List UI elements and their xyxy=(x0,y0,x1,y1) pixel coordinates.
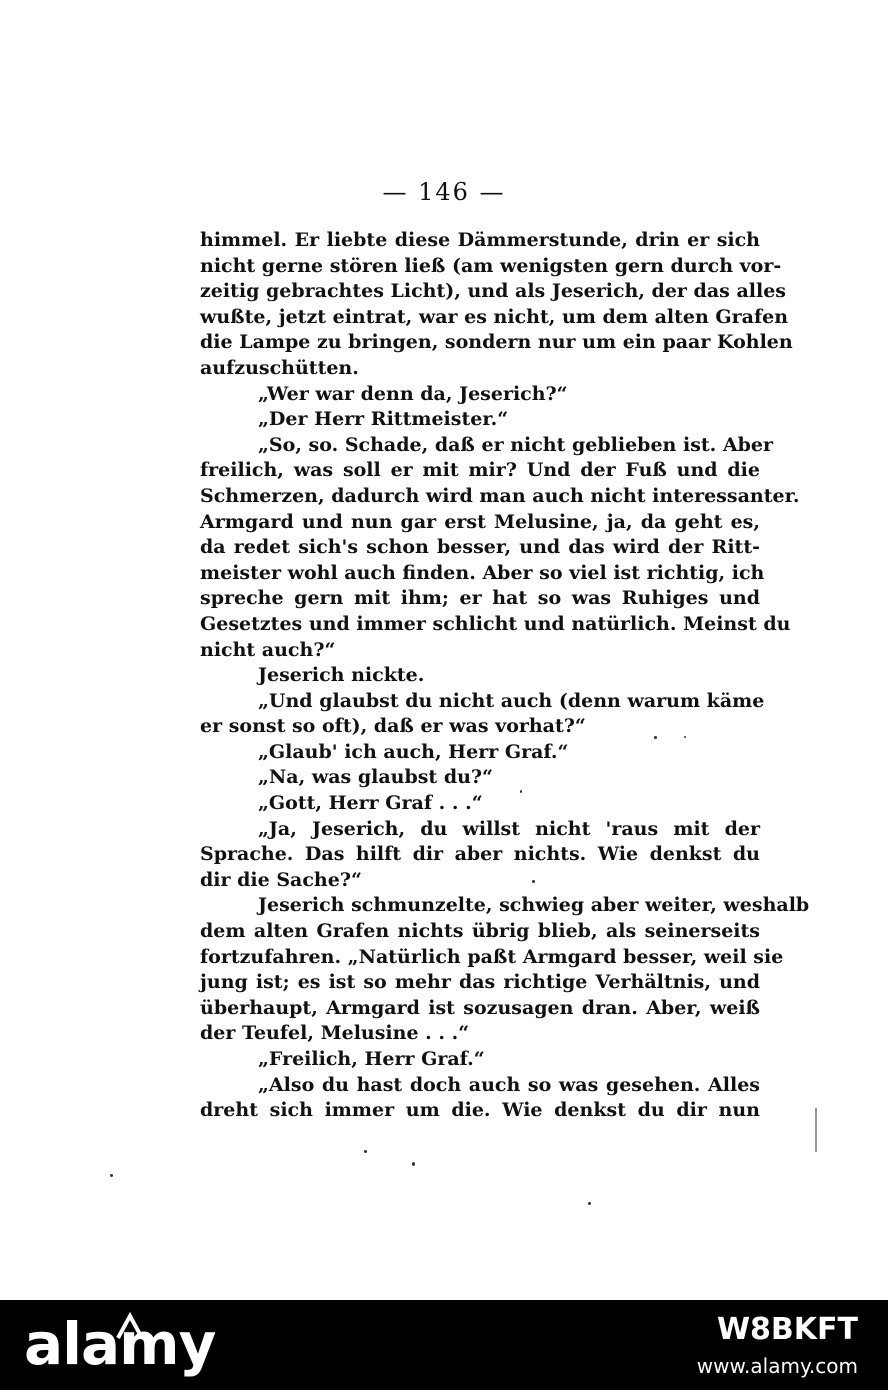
text-line: überhaupt, Armgard ist sozusagen dran. Aber, weiß xyxy=(200,996,760,1019)
text-line: fortzufahren. „Natürlich paßt Armgard besser, weil sie xyxy=(200,945,784,968)
text-line: nicht gerne stören ließ (am wenigsten gern durch vor- xyxy=(200,254,782,277)
text-line: „Gott, Herr Graf . . .“ xyxy=(258,792,483,815)
watermark-footer xyxy=(0,1300,888,1390)
scan-speck xyxy=(588,1202,591,1205)
text-line: himmel. Er liebte diese Dämmerstunde, drin er sich xyxy=(200,229,760,251)
text-line: Jeserich nickte. xyxy=(258,664,425,687)
text-line: wußte, jetzt eintrat, war es nicht, um dem alten Grafen xyxy=(200,305,789,328)
text-line: jung ist; es ist so mehr das richtige Verhältnis, und xyxy=(200,971,760,994)
text-line: der Teufel, Melusine . . .“ xyxy=(200,1022,470,1045)
text-line: dreht sich immer um die. Wie denkst du dir nun xyxy=(200,1099,760,1122)
page-number: — 146 — xyxy=(382,178,506,206)
text-line: „Also du hast doch auch so was gesehen. Alles xyxy=(258,1073,760,1096)
text-line: die Lampe zu bringen, sondern nur um ein paar Kohlen xyxy=(200,331,793,354)
scan-speck xyxy=(532,880,535,883)
text-line: Sprache. Das hilft dir aber nichts. Wie denkst du xyxy=(200,843,760,866)
text-line: Schmerzen, dadurch wird man auch nicht interessanter. xyxy=(200,484,800,507)
text-line: spreche gern mit ihm; er hat so was Ruhiges und xyxy=(200,587,760,610)
scan-speck xyxy=(684,736,686,738)
scan-speck xyxy=(654,736,657,739)
text-line: Jeserich schmunzelte, schwieg aber weiter, weshalb xyxy=(258,894,810,917)
text-line: freilich, was soll er mit mir? Und der Fuß und die xyxy=(200,459,760,482)
text-line: dem alten Grafen nichts übrig blieb, als seinerseits xyxy=(200,920,760,943)
site-url: www.alamy.com xyxy=(696,1354,858,1378)
text-line: er sonst so oft), daß er was vorhat?“ xyxy=(200,715,586,738)
margin-mark xyxy=(815,1108,817,1152)
text-line: meister wohl auch finden. Aber so viel ist richtig, ich xyxy=(200,561,765,584)
text-line: da redet sich's schon besser, und das wird der Ritt- xyxy=(200,536,760,559)
text-line: „Der Herr Rittmeister.“ xyxy=(258,408,509,431)
image-id: W8BKFT xyxy=(716,1312,858,1347)
text-line: „Ja, Jeserich, du willst nicht 'raus mit der xyxy=(258,817,760,840)
text-line: Gesetztes und immer schlicht und natürlich. Meinst du xyxy=(200,612,791,635)
text-line: „Freilich, Herr Graf.“ xyxy=(258,1048,485,1070)
body-text xyxy=(200,228,810,1124)
text-line: „Na, was glaubst du?“ xyxy=(258,766,493,789)
text-line: nicht auch?“ xyxy=(200,638,336,661)
alamy-logo: alamy xyxy=(24,1310,216,1378)
text-line: „So, so. Schade, daß er nicht geblieben ist. Aber xyxy=(258,433,774,456)
text-line: „Glaub' ich auch, Herr Graf.“ xyxy=(258,740,569,763)
alamy-logo-icon xyxy=(114,1312,146,1344)
scan-speck xyxy=(520,790,522,793)
scan-speck xyxy=(412,1162,415,1166)
scan-speck xyxy=(364,1150,367,1153)
text-line: Armgard und nun gar erst Melusine, ja, da geht es, xyxy=(200,510,760,533)
text-line: „Wer war denn da, Jeserich?“ xyxy=(258,382,568,405)
text-line: zeitig gebrachtes Licht), und als Jeserich, der das alles xyxy=(200,280,786,303)
text-line: aufzuschütten. xyxy=(200,356,359,379)
scan-speck xyxy=(110,1174,113,1177)
text-line: dir die Sache?“ xyxy=(200,868,362,891)
text-line: „Und glaubst du nicht auch (denn warum käme xyxy=(258,689,765,712)
